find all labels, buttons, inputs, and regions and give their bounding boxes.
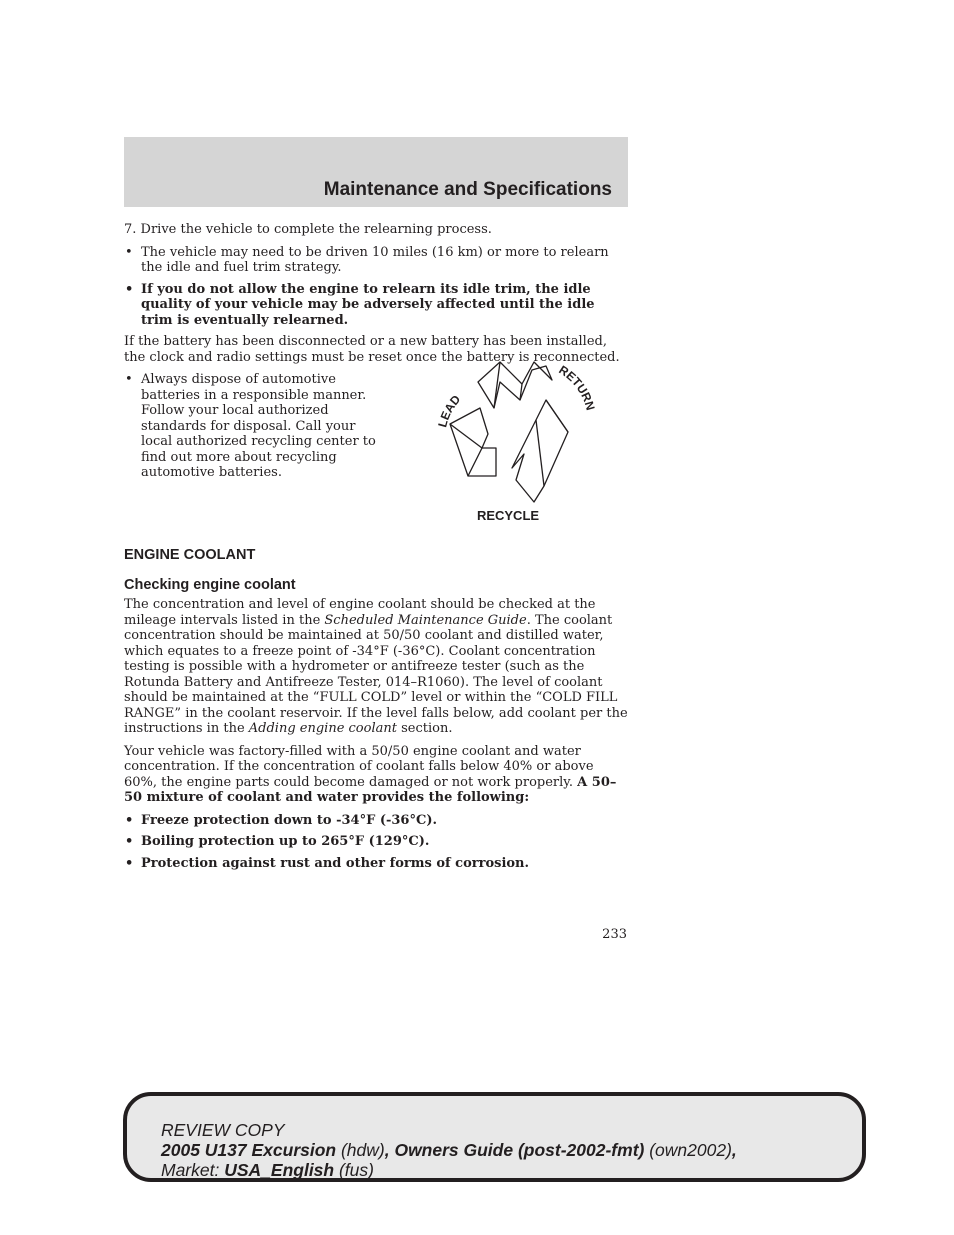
section-header-band: [124, 137, 628, 207]
model-line: 2005 U137 Excursion (hdw), Owners Guide (post-2002-fmt) (own2002),: [161, 1140, 737, 1160]
bullet-dot: •: [125, 372, 133, 387]
checking-coolant-subheading: Checking engine coolant: [124, 576, 296, 593]
section-title: Maintenance and Specifications: [323, 179, 612, 200]
bullet-dot: •: [125, 244, 133, 260]
market-line: Market: USA_English (fus): [161, 1160, 374, 1180]
coolant-paragraph-2: Your vehicle was factory-filled with a 50/50 engine coolant and water concentration. If the concentration of coolant falls below 40% or above 60%, the engine parts could become damaged or not work properly. A 50–50 mixture of coolant and water provides the following:: [124, 743, 617, 805]
scheduled-maintenance-guide-reference: Scheduled Maintenance Guide: [324, 612, 527, 628]
review-copy-label: REVIEW COPY: [161, 1120, 285, 1140]
recycle-label: RECYCLE: [476, 508, 540, 523]
list-item: • Always dispose of automotive batteries in a responsible manner. Follow your local authorized standards for disposal. Call your local authorized recycling center to find out more about recycling automotive batteries.: [125, 372, 376, 480]
step-7: 7. Drive the vehicle to complete the relearning process.: [124, 222, 492, 237]
bullet-dot: •: [125, 812, 134, 828]
list-item: • Freeze protection down to -34°F (-36°C).: [125, 812, 437, 828]
page-content: [124, 222, 629, 877]
review-copy-footer: [123, 1092, 866, 1182]
list-item: • Protection against rust and other forms of corrosion.: [125, 855, 530, 871]
recycle-symbol-icon: [416, 358, 606, 528]
review-footer-text: [161, 1120, 737, 1180]
lead-label: LEAD: [435, 392, 464, 429]
bullet-dot: •: [125, 855, 134, 871]
return-label: RETURN: [556, 362, 598, 412]
coolant-paragraph-1: The concentration and level of engine coolant should be checked at the mileage intervals listed in the Scheduled Maintenance Guide. The coolant concentration should be maintained at 50/50 coolant and distilled water, which equates to a freeze point of -34°F (-36°C). Coolant concentration testing is possible with a hydrometer or antifreeze tester (such as the Rotunda Battery and Antifreeze Tester, 014–R1060). The level of coolant should be maintained at the “FULL COLD” level or within the “COLD FILL RANGE” in the coolant reservoir. If the level falls below, add coolant per the instructions in the Adding engine coolant section.: [124, 597, 628, 736]
page-number: 233: [602, 927, 627, 942]
adding-coolant-reference: Adding engine coolant: [248, 721, 397, 736]
recycling-section: [124, 362, 629, 548]
battery-reset-paragraph: If the battery has been disconnected or a new battery has been installed, the clock and radio settings must be reset once the battery is reconnected.: [124, 334, 620, 365]
list-item: • If you do not allow the engine to relearn its idle trim, the idle quality of your vehicle may be adversely affected until the idle trim is eventually relearned.: [125, 281, 595, 328]
bullet-dot: •: [125, 834, 134, 849]
bullet-dot: •: [125, 281, 134, 297]
engine-coolant-heading: ENGINE COOLANT: [124, 547, 256, 563]
recycle-arrow-top: [478, 362, 552, 408]
list-item: • Boiling protection up to 265°F (129°C).: [125, 834, 430, 849]
list-item: • The vehicle may need to be driven 10 miles (16 km) or more to relearn the idle and fuel trim strategy.: [125, 244, 609, 275]
